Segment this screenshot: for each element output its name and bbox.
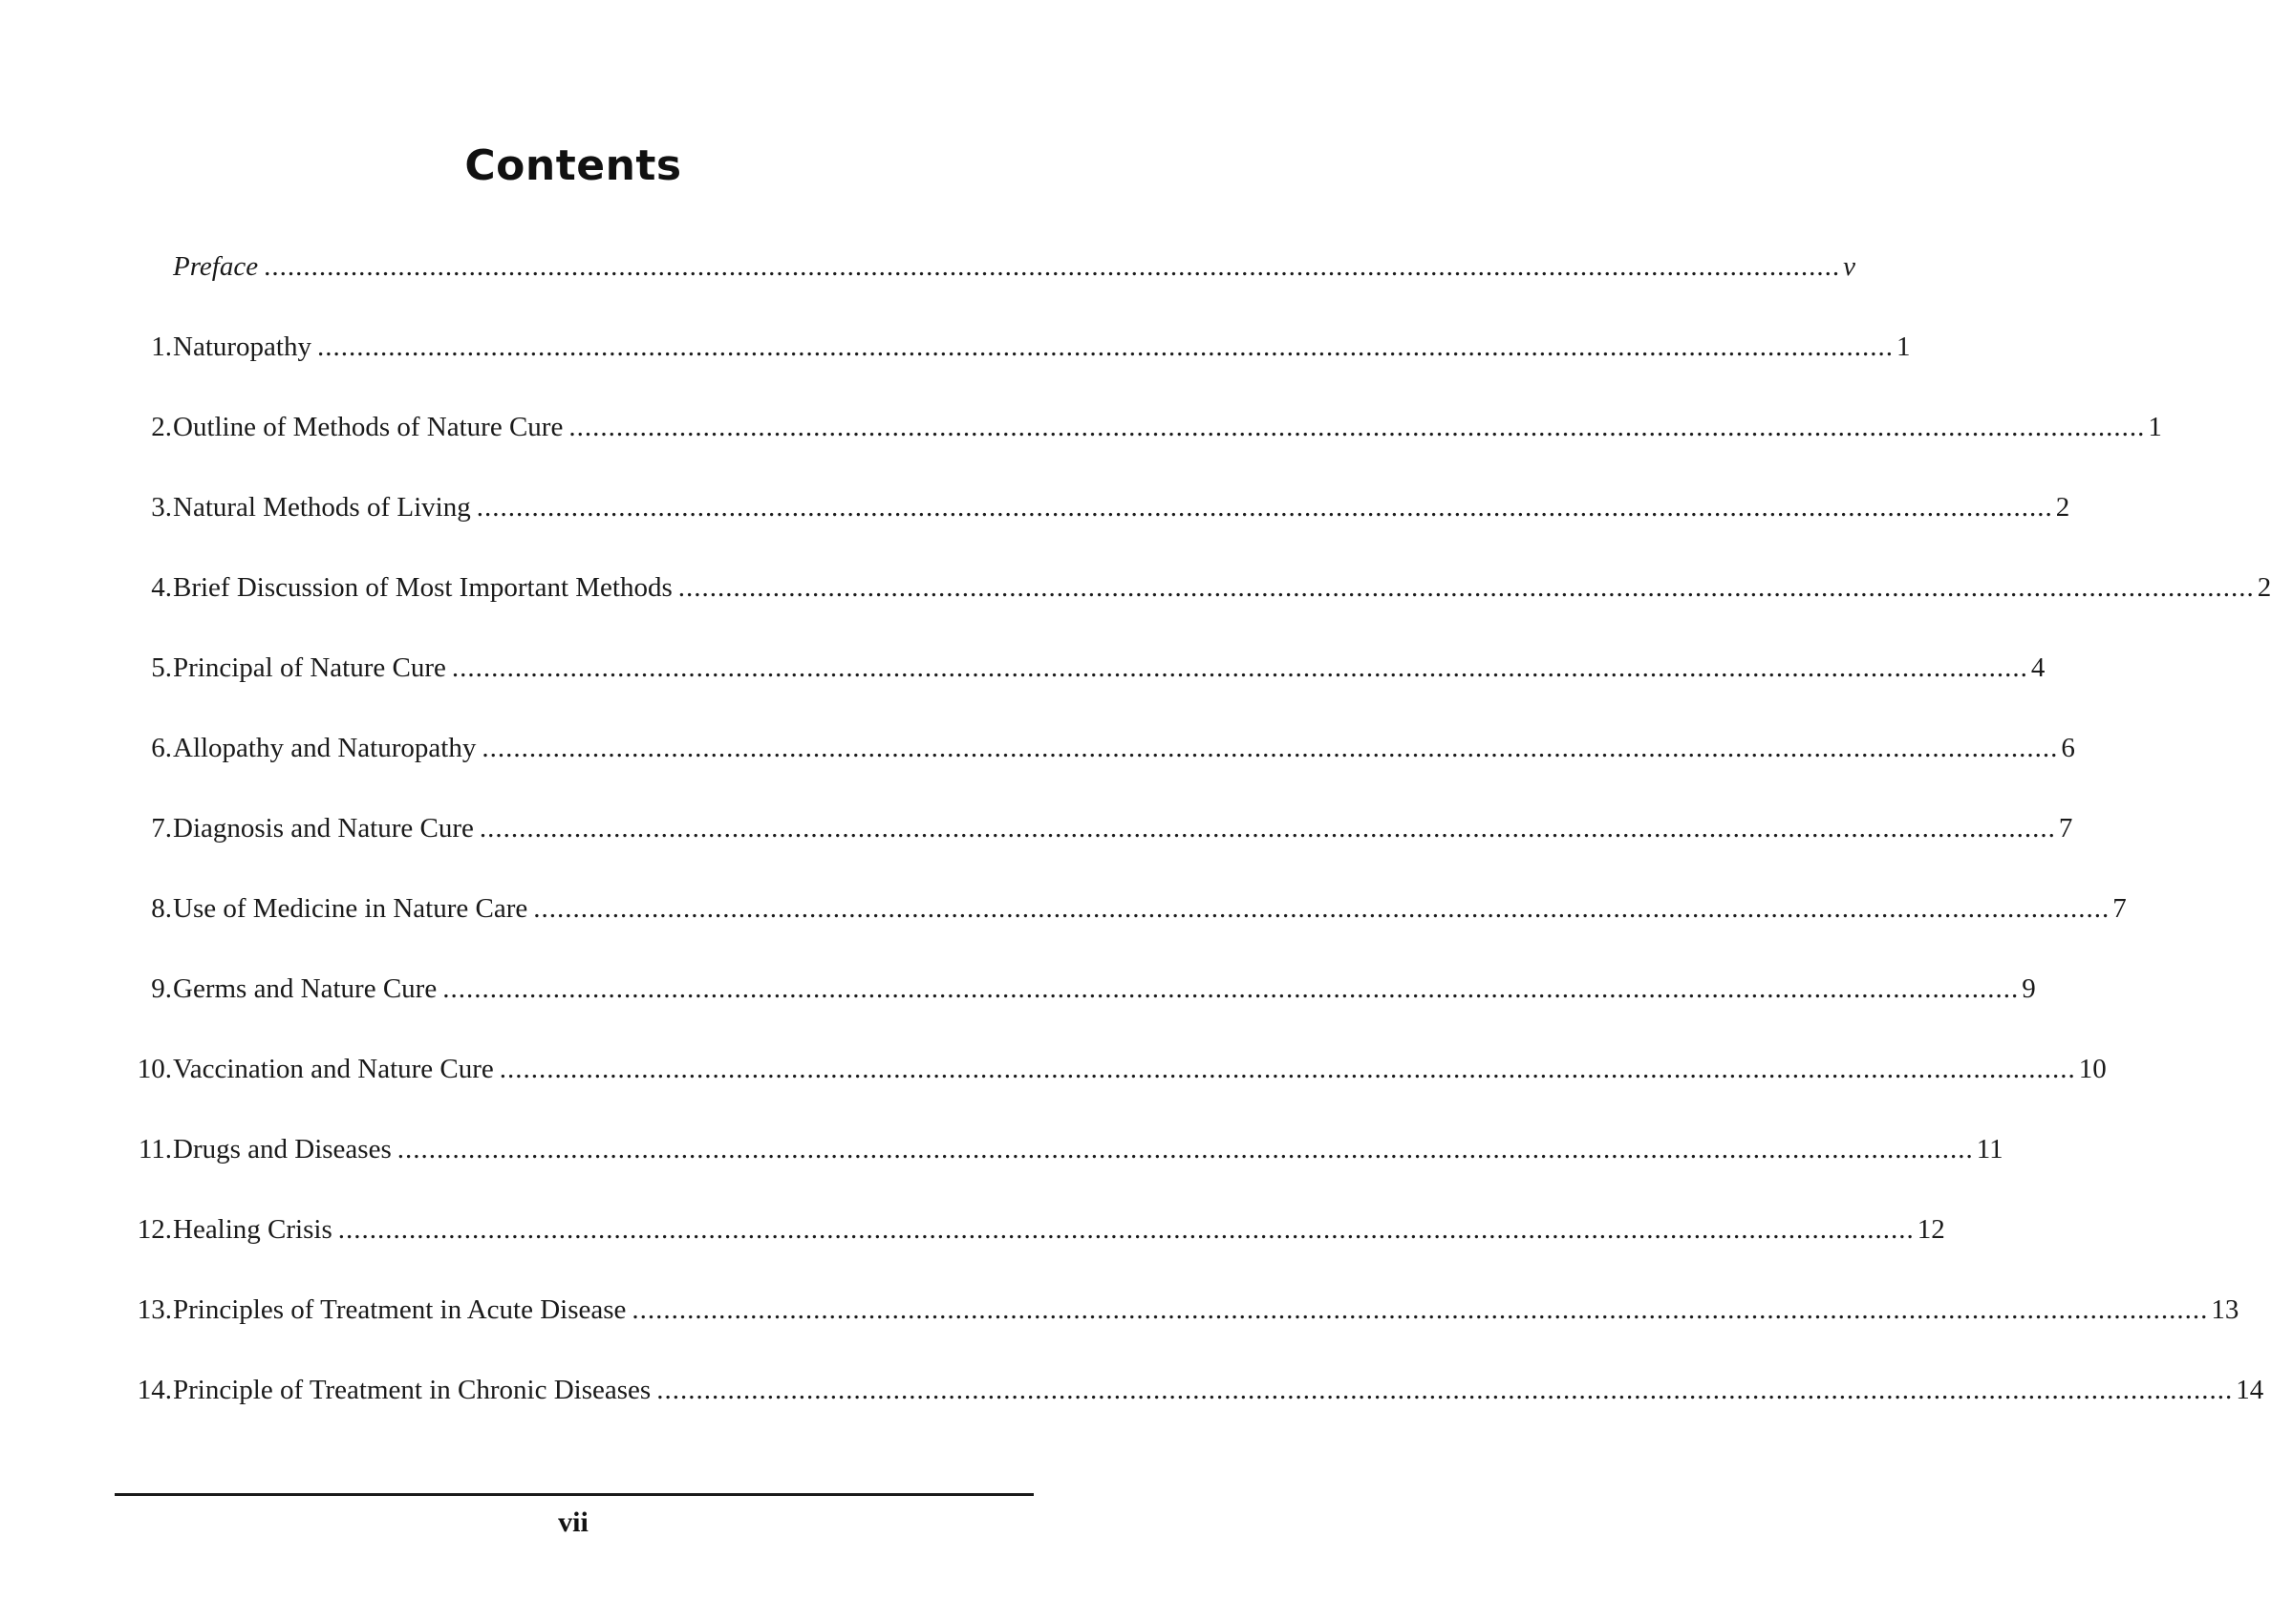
toc-dot-leader: ........................................................................................................................................................................................................: [264, 251, 1841, 282]
toc-dot-leader: ........................................................................................................................................................................................................: [442, 973, 2020, 1004]
toc-entry-title: Principles of Treatment in Acute Disease: [173, 1294, 627, 1325]
toc-entry: [115, 571, 2271, 652]
toc-entry-title: Brief Discussion of Most Important Methods: [173, 572, 673, 603]
toc-entry-title: Germs and Nature Cure: [173, 973, 438, 1004]
page-number: vii: [558, 1506, 589, 1538]
toc-entry-number: 2.: [151, 412, 172, 442]
toc-entry-number: 5.: [151, 652, 172, 683]
toc-entry-page: 2: [2055, 492, 2070, 523]
toc-entry: [115, 812, 2073, 892]
toc-entry: [115, 972, 2036, 1053]
toc-dot-leader: ........................................................................................................................................................................................................: [451, 652, 2028, 683]
toc-entry-page: 6: [2061, 733, 2075, 763]
toc-dot-leader: ........................................................................................................................................................................................................: [568, 412, 2146, 442]
toc-entry-page: 13: [2211, 1294, 2239, 1325]
toc-dot-leader: ........................................................................................................................................................................................................: [677, 572, 2255, 603]
toc-entry-number: 6.: [151, 733, 172, 763]
toc-entry-page: 9: [2022, 973, 2036, 1004]
toc-entry-page: 1: [1896, 331, 1911, 362]
toc-entry-number: 1.: [151, 331, 172, 362]
toc-entry: [115, 1293, 2239, 1374]
toc-entry-page: 7: [2058, 813, 2073, 844]
toc-entry-title: Use of Medicine in Nature Care: [173, 893, 528, 924]
toc-entry-page: 4: [2030, 652, 2046, 683]
toc-entry-title: Naturopathy: [173, 331, 311, 362]
toc-entry-number: 8.: [151, 893, 172, 924]
toc-entry-page: 12: [1917, 1214, 1945, 1245]
toc-entry-title: Drugs and Diseases: [173, 1134, 392, 1165]
toc-entry: [115, 1053, 2107, 1133]
toc-entry: [115, 1133, 2003, 1213]
toc-entry-page: 7: [2112, 893, 2127, 924]
toc-entry-number: 3.: [151, 492, 172, 523]
toc-entry-number: 10.: [137, 1054, 172, 1084]
toc-dot-leader: ........................................................................................................................................................................................................: [479, 813, 2056, 844]
toc-entry: [115, 892, 2127, 972]
toc-dot-leader: ........................................................................................................................................................................................................: [632, 1294, 2209, 1325]
toc-entry-title: Outline of Methods of Nature Cure: [173, 412, 564, 442]
toc-entry-number: 7.: [151, 813, 172, 844]
toc-entry-number: 11.: [138, 1134, 172, 1165]
toc-entry-title: Principle of Treatment in Chronic Diseases: [173, 1375, 652, 1405]
toc-entry-title: Healing Crisis: [173, 1214, 332, 1245]
table-of-contents: [115, 250, 2271, 1454]
toc-entry: [115, 652, 2046, 732]
toc-entry-page: 14: [2236, 1375, 2264, 1405]
toc-entry: [115, 411, 2162, 491]
page-title: Contents: [464, 141, 682, 190]
toc-entry-page: 1: [2148, 412, 2162, 442]
toc-entry-title: Diagnosis and Nature Cure: [173, 813, 474, 844]
toc-entry-page: 2: [2257, 572, 2271, 603]
toc-dot-leader: ........................................................................................................................................................................................................: [316, 331, 1894, 362]
toc-dot-leader: ........................................................................................................................................................................................................: [499, 1054, 2076, 1084]
footer-rule: [115, 1493, 1034, 1496]
toc-entry-page: 11: [1976, 1134, 2003, 1165]
toc-entry-title: Principal of Nature Cure: [173, 652, 446, 683]
toc-entry-number: 14.: [137, 1375, 172, 1405]
toc-entry-title: Natural Methods of Living: [173, 492, 471, 523]
toc-entry-number: 4.: [151, 572, 172, 603]
toc-entry-page: v: [1843, 251, 1855, 282]
toc-entry: [115, 331, 1911, 411]
toc-entry: [115, 250, 1855, 331]
toc-entry-number: 9.: [151, 973, 172, 1004]
toc-entry: [115, 1213, 1945, 1293]
toc-entry: [115, 491, 2070, 571]
toc-entry-title: Preface: [173, 251, 259, 282]
toc-entry: [115, 1374, 2264, 1454]
toc-entry: [115, 732, 2075, 812]
toc-dot-leader: ........................................................................................................................................................................................................: [396, 1134, 1974, 1165]
toc-dot-leader: ........................................................................................................................................................................................................: [656, 1375, 2234, 1405]
toc-entry-page: 10: [2078, 1054, 2107, 1084]
toc-entry-title: Allopathy and Naturopathy: [173, 733, 477, 763]
toc-entry-number: 13.: [137, 1294, 172, 1325]
toc-dot-leader: ........................................................................................................................................................................................................: [476, 492, 2053, 523]
toc-entry-number: 12.: [137, 1214, 172, 1245]
toc-dot-leader: ........................................................................................................................................................................................................: [533, 893, 2110, 924]
toc-dot-leader: ........................................................................................................................................................................................................: [337, 1214, 1915, 1245]
toc-dot-leader: ........................................................................................................................................................................................................: [482, 733, 2059, 763]
toc-entry-title: Vaccination and Nature Cure: [173, 1054, 494, 1084]
